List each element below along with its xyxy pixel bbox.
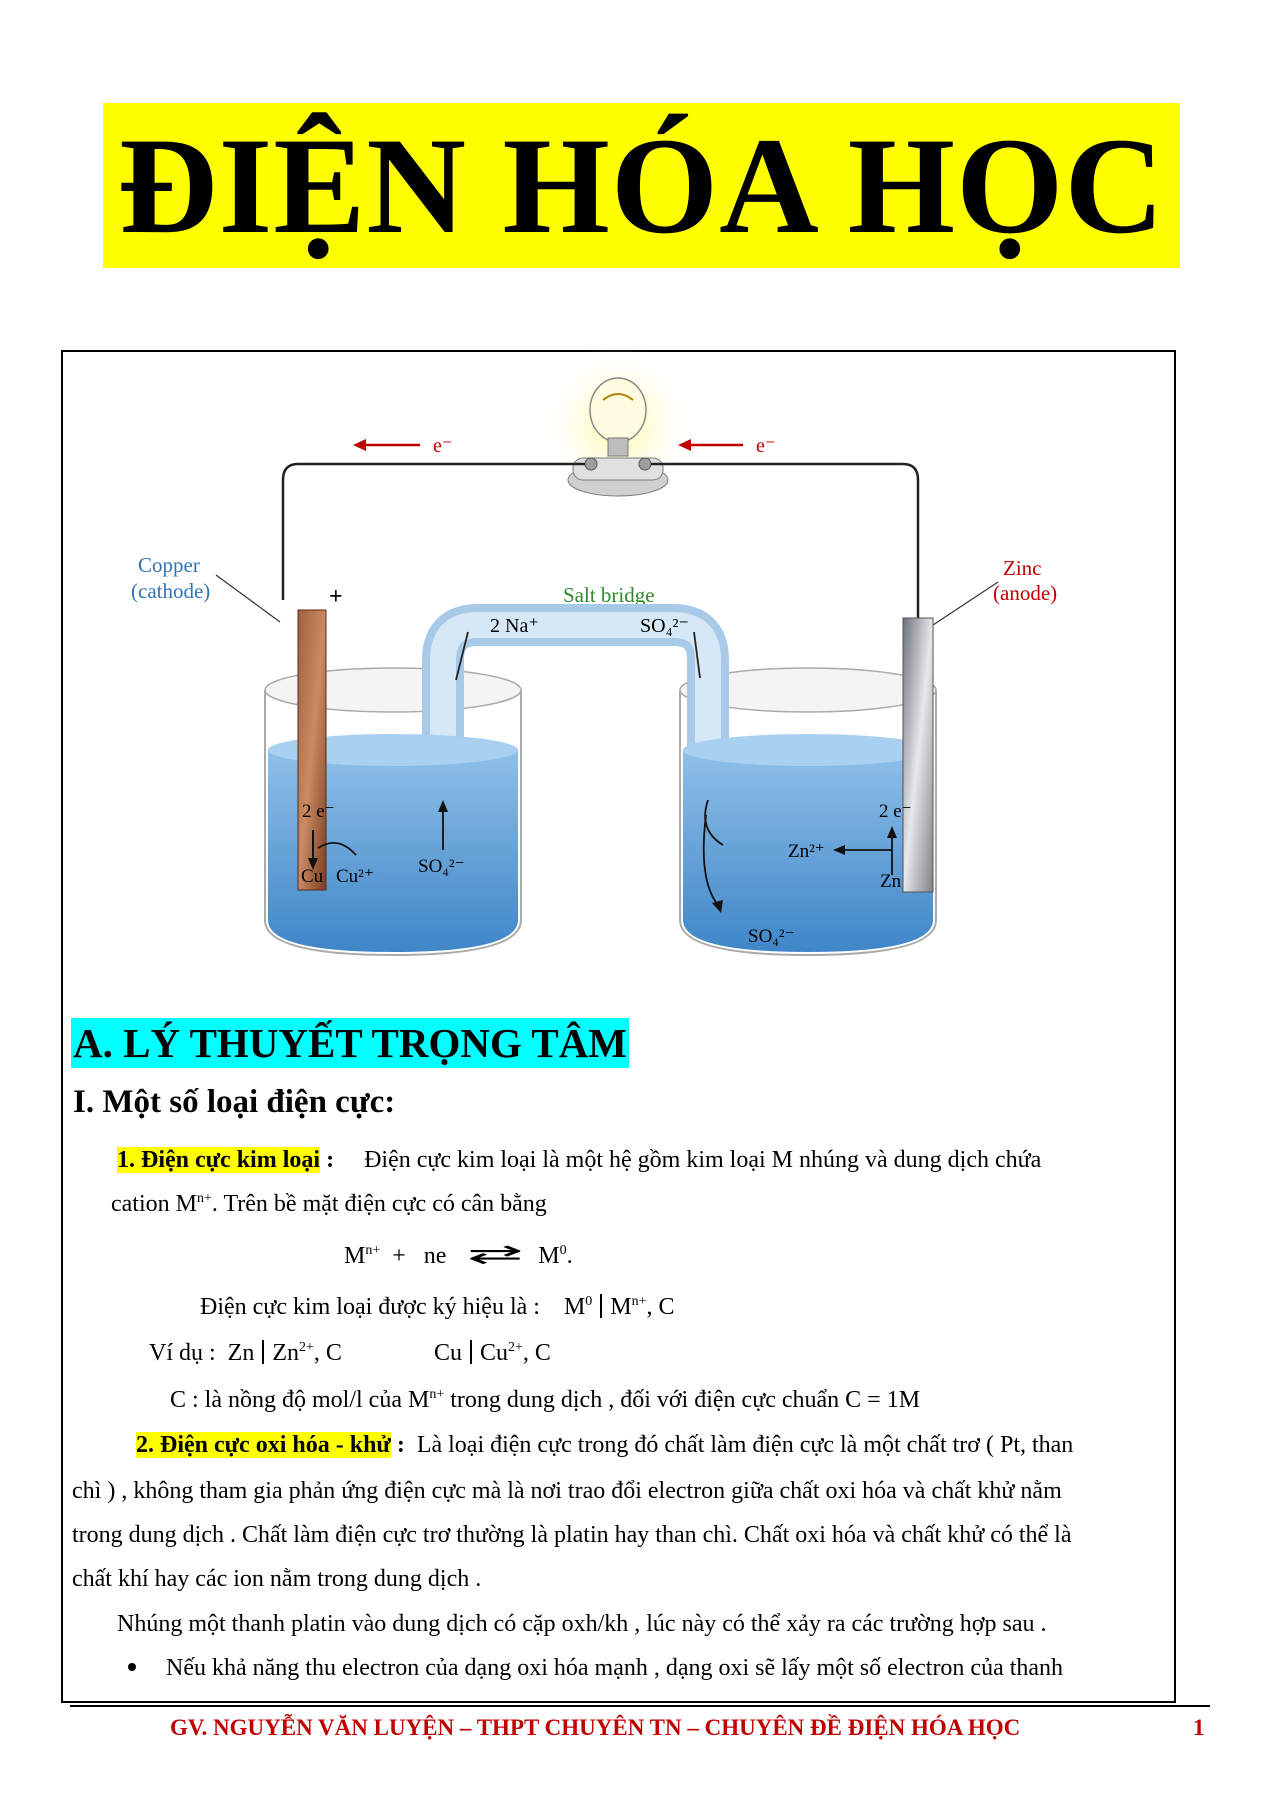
zinc-electrode: [903, 618, 933, 892]
right-electrons-label: 2 e⁻: [879, 801, 912, 822]
bullet-icon: [128, 1663, 136, 1671]
section-1-heading: I. Một số loại điện cực:: [73, 1084, 396, 1120]
paragraph-3: Nhúng một thanh platin vào dung dịch có cặp oxh/kh , lúc này có thể xảy ra các trường hợp sau .: [117, 1611, 1047, 1637]
plus-sign: +: [329, 584, 343, 610]
page-title: ĐIỆN HÓA HỌC: [117, 108, 1166, 262]
concentration-line: C : là nồng độ mol/l của $M^{n+}$ trong dung dịch , đối với điện cực chuẩn C = 1M: [170, 1387, 921, 1413]
sulfate-left-label: SO₄²⁻: [418, 856, 465, 877]
sulfate-bridge-label: SO₄²⁻: [640, 615, 690, 637]
zinc-ion-label: Zn²⁺: [788, 841, 825, 862]
zinc-symbol-label: Zn: [880, 871, 902, 892]
paragraph-2-line-2: chì ) , không tham gia phản ứng điện cực mà là nơi trao đổi electron giữa chất oxi hóa và chất khử nằm: [72, 1478, 1062, 1504]
sodium-ion-label: 2 Na⁺: [490, 615, 539, 637]
equilibrium-equation: $M^{n+}$ + ne ⇄ $M^0$.: [344, 1240, 573, 1270]
copper-label: Copper: [138, 553, 200, 577]
cathode-label: (cathode): [131, 579, 211, 603]
paragraph-2-line-4: chất khí hay các ion nằm trong dung dịch .: [72, 1566, 482, 1592]
paragraph-2-line-1: 2. Điện cực oxi hóa - khử : Là loại điện cực trong đó chất làm điện cực là một chất trơ ( Pt, than: [136, 1432, 1074, 1458]
electrode-redox-label: 2. Điện cực oxi hóa - khử: [136, 1432, 391, 1458]
page-number: 1: [1193, 1715, 1205, 1740]
electron-label-right: e⁻: [756, 435, 776, 457]
title-banner: [103, 103, 1180, 268]
copper-symbol-label: Cu: [301, 866, 324, 887]
galvanic-cell-figure: [131, 360, 1058, 1000]
paragraph-1-line-1: 1. Điện cực kim loại : Điện cực kim loại là một hệ gồm kim loại M nhúng và dung dịch chứa: [117, 1147, 1042, 1173]
electrode-symbol-line: Điện cực kim loại được ký hiệu là : $M^0$ $M^{n+}$, C: [200, 1294, 675, 1320]
section-a-heading: A. LÝ THUYẾT TRỌNG TÂM: [73, 1020, 628, 1066]
salt-bridge-label: Salt bridge: [563, 583, 655, 607]
equilibrium-arrows-icon: ⇄: [467, 1240, 524, 1270]
left-electrons-label: 2 e⁻: [302, 801, 335, 822]
electrode-metal-label: 1. Điện cực kim loại: [117, 1147, 321, 1173]
electron-arrow-left: [353, 439, 420, 451]
paragraph-2-line-3: trong dung dịch . Chất làm điện cực trơ thường là platin hay than chì. Chất oxi hóa và chất khử có thể là: [72, 1522, 1072, 1548]
zinc-label: Zinc: [1003, 556, 1042, 580]
sulfate-right-label: SO₄²⁻: [748, 926, 795, 947]
footer-text: GV. NGUYỄN VĂN LUYỆN – THPT CHUYÊN TN – CHUYÊN ĐỀ ĐIỆN HÓA HỌC: [170, 1715, 1021, 1740]
example-line: Ví dụ : Zn $Zn^{2+}$, C Cu $Cu^{2+}$, C: [149, 1340, 551, 1366]
electron-label-left: e⁻: [433, 435, 453, 457]
left-wire: [283, 464, 585, 600]
footer-divider: [70, 1705, 1210, 1707]
copper-ion-label: Cu²⁺: [336, 866, 374, 887]
paragraph-1-line-2: cation $M^{n+}$. Trên bề mặt điện cực có cân bằng: [111, 1191, 547, 1217]
anode-label: (anode): [993, 581, 1058, 605]
electron-arrow-right: [678, 439, 743, 451]
right-wire: [651, 464, 918, 620]
bullet-item: Nếu khả năng thu electron của dạng oxi hóa mạnh , dạng oxi sẽ lấy một số electron của thanh: [128, 1653, 1063, 1683]
